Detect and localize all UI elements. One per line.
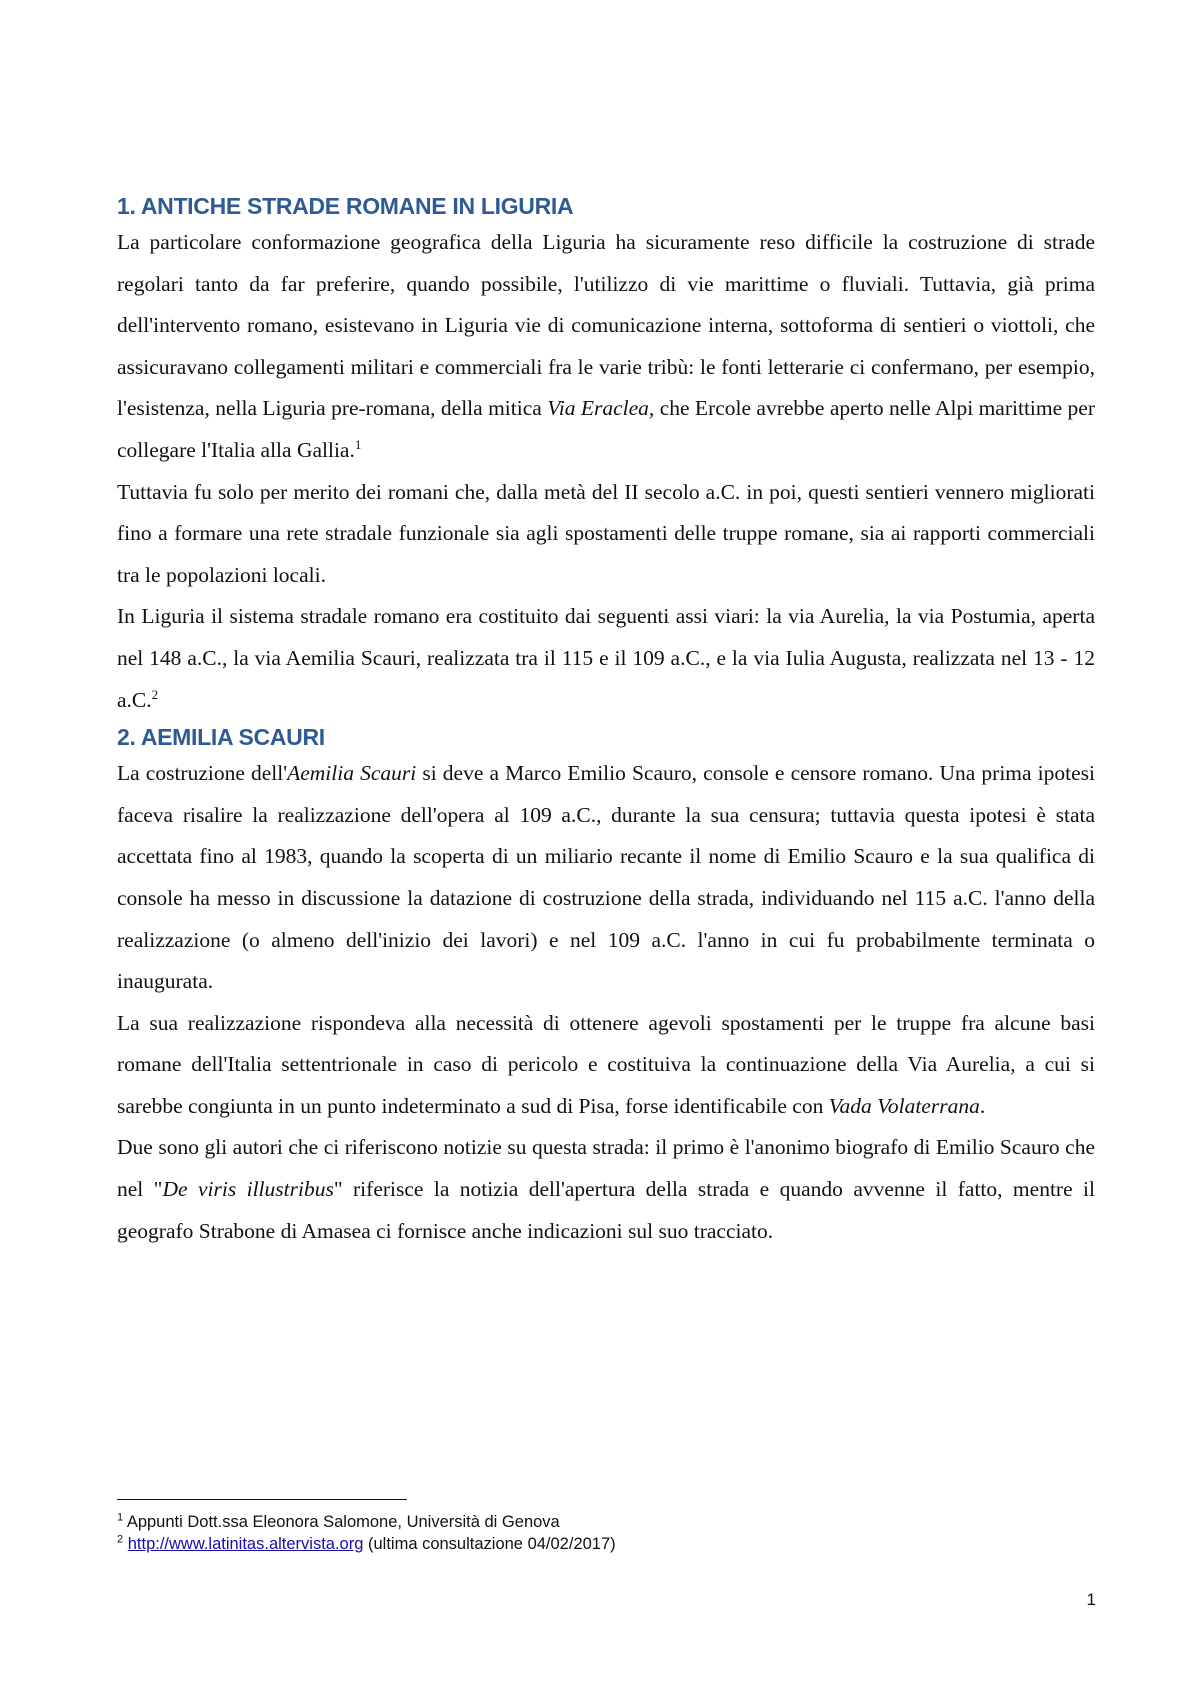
paragraph-1-italic: Via Eraclea, [547, 396, 655, 421]
paragraph-6-italic: De viris illustribus [162, 1177, 334, 1202]
footnote-2-text: (ultima consultazione 04/02/2017) [363, 1535, 616, 1553]
paragraph-5-italic: Vada Volaterrana [828, 1093, 980, 1118]
section-heading-1: 1. ANTICHE STRADE ROMANE IN LIGURIA [117, 193, 574, 219]
paragraph-1-text: La particolare conformazione geografica della Liguria ha sicuramente reso difficile la costruzione di strade regolari tanto da far preferire, quando possibile, l'utilizzo di vie marittime o fluviali. Tuttavia, già prima dell'intervento romano, esistevano in Liguria vie di comunicazione interna, sottoforma di sentieri o viottoli, che assicuravano collegamenti militari e commerciali fra le varie tribù: le fonti letterarie ci confermano, per esempio, l'esistenza, nella Liguria pre-romana, della mitica [117, 230, 1095, 421]
paragraph-3-text: In Liguria il sistema stradale romano era costituito dai seguenti assi viari: la via Aurelia, la via Postumia, aperta nel 148 a.C., la via Aemilia Scauri, realizzata tra il 115 e il 109 a.C., e la via Iulia Augusta, realizzata nel 13 - 12 a.C. [117, 604, 1095, 712]
footnotes [117, 1511, 1095, 1555]
paragraph-4 [117, 753, 1095, 1003]
paragraph-6 [117, 1127, 1095, 1252]
footnote-separator [117, 1499, 407, 1500]
paragraph-6-text-end: " riferisce la notizia dell'apertura della strada e quando avvenne il fatto, mentre il geografo Strabone di Amasea ci fornisce anche indicazioni sul suo tracciato. [117, 1177, 1095, 1243]
paragraph-1 [117, 222, 1095, 472]
paragraph-1-text-end: che Ercole avrebbe aperto nelle Alpi marittime per collegare l'Italia alla Gallia. [117, 396, 1095, 462]
footnote-1 [117, 1511, 1095, 1533]
paragraph-3 [117, 596, 1095, 721]
paragraph-4-text: La costruzione dell' [117, 761, 288, 786]
paragraph-4-italic: Aemilia Scauri [287, 761, 417, 786]
paragraph-6-text: Due sono gli autori che ci riferiscono notizie su questa strada: il primo è l'anonimo biografo di Emilio Scauro che nel " [117, 1135, 1095, 1202]
paragraph-4-text-end: si deve a Marco Emilio Scauro, console e censore romano. Una prima ipotesi faceva risalire la realizzazione dell'opera al 109 a.C., durante la sua censura; tuttavia questa ipotesi è stata accettata fino al 1983, quando la scoperta di un miliario recante il nome di Emilio Scauro e la sua qualifica di console ha messo in discussione la datazione di costruzione della strada, individuando nel 115 a.C. l'anno della realizzazione (o almeno dell'inizio dei lavori) e nel 109 a.C. l'anno in cui fu probabilmente terminata o inaugurata. [117, 761, 1095, 994]
footnote-ref-2[interactable]: 2 [151, 686, 159, 702]
paragraph-5 [117, 1003, 1095, 1128]
paragraph-5-text: La sua realizzazione rispondeva alla necessità di ottenere agevoli spostamenti per le truppe fra alcune basi romane dell'Italia settentrionale in caso di pericolo e costituiva la continuazione della Via Aurelia, a cui si sarebbe congiunta in un punto indeterminato a sud di Pisa, forse identificabile con [117, 1010, 1095, 1118]
footnote-1-number: 1 [117, 1511, 124, 1524]
footnote-1-text: Appunti Dott.ssa Eleonora Salomone, Università di Genova [126, 1513, 560, 1531]
page-content [117, 190, 1095, 1252]
paragraph-5-text-end: . [979, 1093, 986, 1118]
paragraph-2-text: Tuttavia fu solo per merito dei romani che, dalla metà del II secolo a.C. in poi, questi sentieri vennero migliorati fino a formare una rete stradale funzionale sia agli spostamenti delle truppe romane, sia ai rapporti commerciali tra le popolazioni locali. [117, 479, 1095, 587]
footnote-2-link[interactable]: http://www.latinitas.altervista.org [127, 1535, 364, 1553]
section-heading-2: 2. AEMILIA SCAURI [117, 724, 325, 751]
footnote-2 [117, 1533, 1095, 1555]
paragraph-2 [117, 472, 1095, 597]
footnote-2-number: 2 [117, 1533, 124, 1546]
page-number: 1 [1086, 1590, 1096, 1609]
footnote-ref-1[interactable]: 1 [354, 436, 362, 452]
